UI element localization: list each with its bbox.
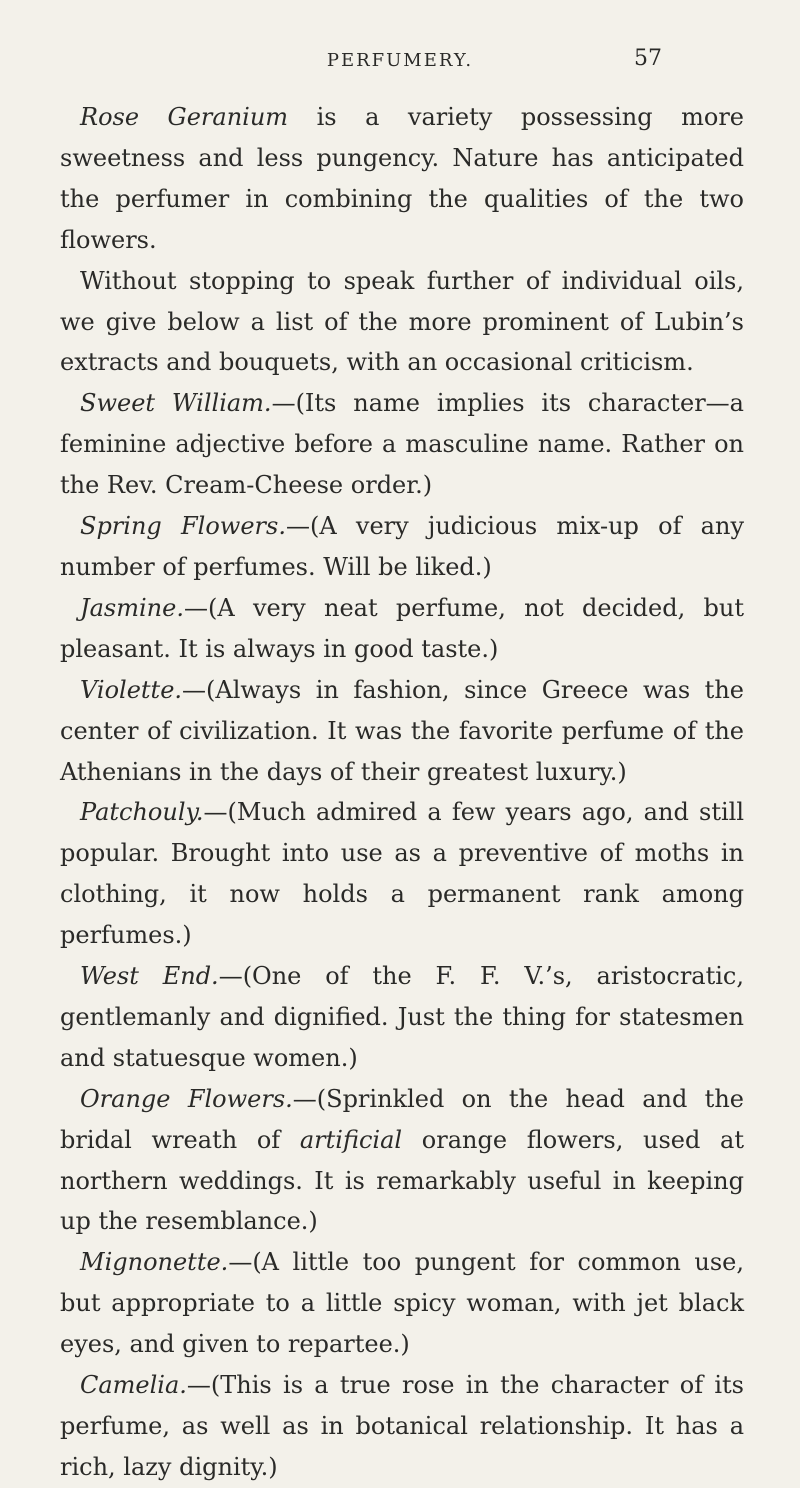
entry-description: (This is a true rose in the character of its perfume, as well as in botanical relationship. It has a rich, lazy dignity.) — [60, 1371, 744, 1481]
entry-spring-flowers: Spring Flowers.—(A very judicious mix-up of any number of perfumes. Will be liked.) — [60, 512, 745, 581]
entry-description: (Its name implies its character—a feminine adjective before a masculine name. Rather on the Rev. Cream-Cheese order.) — [60, 389, 744, 500]
entry-jasmine: Jasmine.—(A very neat perfume, not decided, but pleasant. It is always in good taste.) — [60, 593, 744, 663]
entry-west-end: West End.—(One of the F. F. V.’s, aristocratic, gentlemanly and dignified. Just the thing for statesmen and statuesque women.) — [60, 962, 744, 1072]
entry-term: Rose Geranium — [80, 103, 289, 131]
entry-description-cont: orange flowers, used at northern weddings. It is remarkably useful in keeping up the resemblance.) — [60, 1125, 744, 1236]
entry-sweet-william: Sweet William.—(Its name implies its character—a feminine adjective before a masculine name. Rather on the Rev. Cream-Cheese order.) — [60, 389, 744, 500]
entry-term: Mignonette. — [80, 1248, 229, 1277]
entry-term: Violette. — [80, 675, 183, 704]
entry-term: Spring Flowers. — [80, 512, 286, 541]
entry-description: (Always in fashion, since Greece was the center of civilization. It was the favorite perfume of the Athenians in the days of their greatest luxury.) — [60, 675, 744, 786]
entry-term: Orange Flowers. — [80, 1084, 293, 1113]
entry-term: West End. — [80, 962, 219, 991]
entry-term: Patchouly. — [80, 798, 204, 827]
entry-description: (Sprinkled on the head and the bridal wreath of — [60, 1084, 744, 1154]
entry-description: (A very neat perfume, not decided, but pleasant. It is always in good taste.) — [60, 593, 744, 663]
entry-term: Sweet William. — [80, 389, 272, 418]
entry-mignonette: Mignonette.—(A little too pungent for common use, but appropriate to a little spicy woman, with jet black eyes, and given to repartee.) — [60, 1248, 744, 1359]
entry-description: (A very judicious mix-up of any number of perfumes. Will be liked.) — [60, 512, 745, 581]
paragraph-intro — [60, 261, 744, 384]
running-title: PERFUMERY. — [326, 50, 474, 71]
page-number: 57 — [634, 46, 662, 71]
paragraph-rose-geranium — [60, 97, 744, 261]
emphasis: artificial — [299, 1125, 403, 1154]
body-text — [60, 97, 744, 1488]
entry-violette: Violette.—(Always in fashion, since Greece was the center of civilization. It was the favorite perfume of the Athenians in the days of their greatest luxury.) — [60, 675, 744, 786]
entry-camelia: Camelia.—(This is a true rose in the character of its perfume, as well as in botanical relationship. It has a rich, lazy dignity.) — [60, 1371, 744, 1481]
entry-description: is a variety possessing more sweetness and less pungency. Nature has anticipated the perfumer in combining the qualities of the two flowers. — [60, 103, 744, 254]
entry-description: (One of the F. F. V.’s, aristocratic, gentlemanly and dignified. Just the thing for statesmen and statuesque women.) — [60, 962, 744, 1072]
entry-description: (Much admired a few years ago, and still popular. Brought into use as a preventive of moths in clothing, it now holds a permanent rank among perfumes.) — [60, 798, 744, 950]
entry-orange-flowers: Orange Flowers.—(Sprinkled on the head and the bridal wreath of artificial orange flowers, used at northern weddings. It is remarkably useful in keeping up the resemblance.) — [60, 1084, 744, 1236]
paragraph-text: Without stopping to speak further of individual oils, we give below a list of the more prominent of Lubin’s extracts and bouquets, with an occasional criticism. — [60, 266, 744, 377]
entry-term: Jasmine. — [80, 593, 184, 622]
entry-description: (A little too pungent for common use, but appropriate to a little spicy woman, with jet black eyes, and given to repartee.) — [60, 1248, 744, 1359]
entry-patchouly: Patchouly.—(Much admired a few years ago, and still popular. Brought into use as a preventive of moths in clothing, it now holds a permanent rank among perfumes.) — [60, 798, 744, 950]
entry-term: Camelia. — [80, 1371, 187, 1400]
